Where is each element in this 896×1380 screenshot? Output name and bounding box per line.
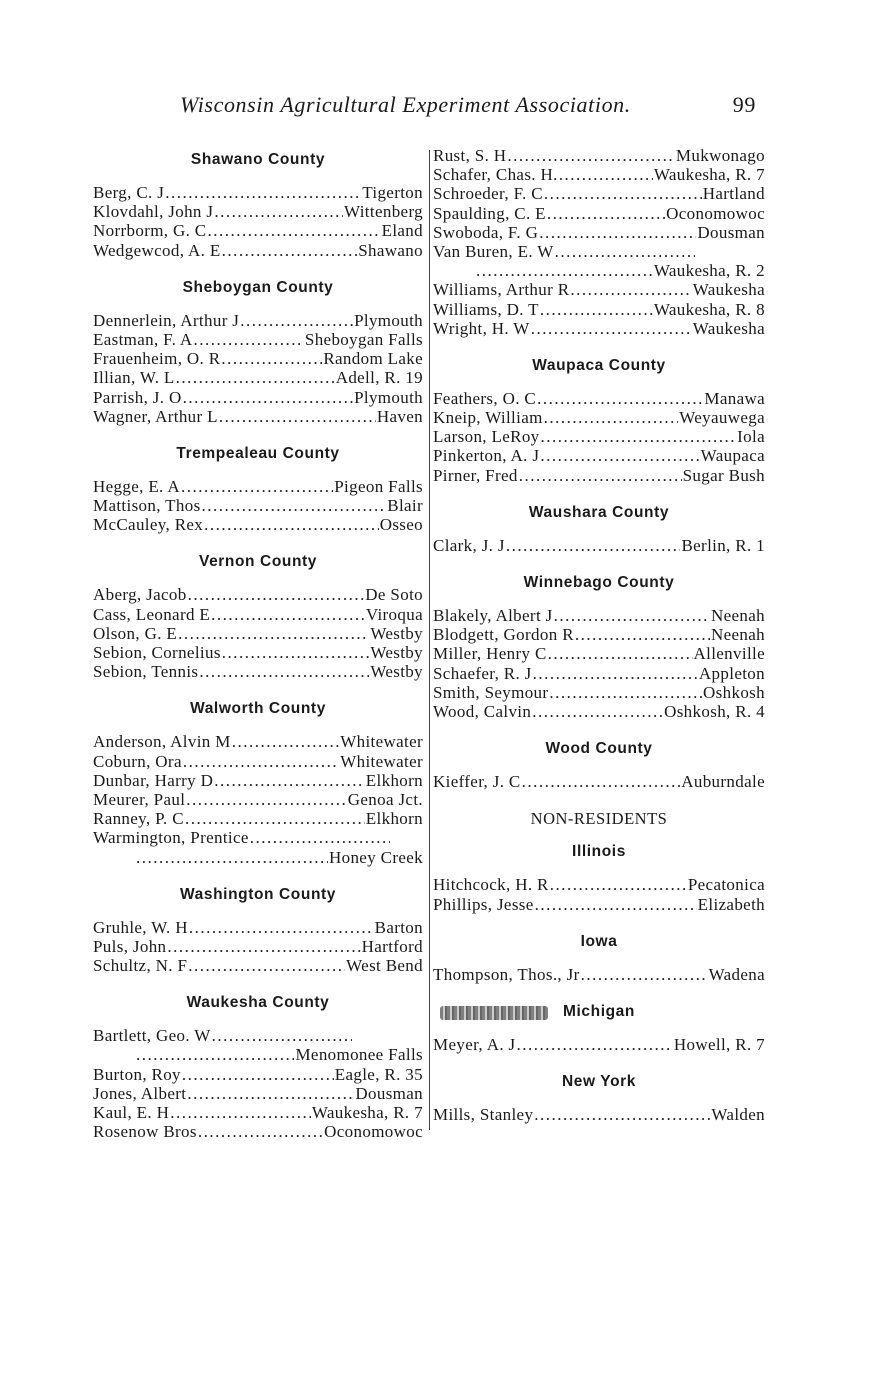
dot-leader bbox=[222, 643, 370, 662]
section-heading: Michigan bbox=[563, 1002, 635, 1020]
section-gap bbox=[433, 338, 765, 352]
post-office: Pigeon Falls bbox=[334, 476, 423, 496]
post-office: Elkhorn bbox=[365, 809, 423, 829]
dot-leader bbox=[506, 536, 681, 555]
post-office: Elizabeth bbox=[697, 894, 765, 914]
post-office: Hartland bbox=[702, 184, 765, 204]
dot-leader bbox=[194, 330, 304, 349]
section-gap bbox=[433, 1124, 765, 1138]
running-title: Wisconsin Agricultural Experiment Association. bbox=[180, 92, 631, 117]
directory-entry bbox=[433, 772, 765, 791]
directory-entry bbox=[93, 515, 423, 534]
member-name: Wood, Calvin bbox=[433, 701, 532, 721]
member-name: Wright, H. W bbox=[433, 318, 530, 338]
directory-entry bbox=[93, 809, 423, 828]
post-office: Waukesha, R. 8 bbox=[653, 299, 765, 319]
directory-entry bbox=[433, 280, 765, 299]
member-name: Anderson, Alvin M bbox=[93, 732, 231, 752]
post-office: Allenville bbox=[693, 644, 765, 664]
member-name: Gruhle, W. H bbox=[93, 917, 188, 937]
section-gap bbox=[93, 867, 423, 881]
directory-entry bbox=[93, 937, 423, 956]
member-name: Larson, LeRoy bbox=[433, 427, 540, 447]
dot-leader bbox=[208, 221, 381, 240]
section-heading: Trempealeau County bbox=[176, 444, 340, 462]
post-office: Blair bbox=[387, 496, 423, 516]
directory-entry bbox=[433, 261, 765, 280]
directory-entry bbox=[433, 242, 765, 261]
member-name: Pirner, Fred bbox=[433, 465, 518, 485]
dot-leader bbox=[186, 790, 346, 809]
dot-leader bbox=[232, 732, 340, 751]
member-name: Eastman, F. A bbox=[93, 329, 193, 349]
post-office: Auburndale bbox=[681, 772, 765, 792]
dot-leader bbox=[240, 311, 353, 330]
directory-entry bbox=[433, 875, 765, 894]
member-name: Mattison, Thos bbox=[93, 496, 201, 516]
dot-leader bbox=[211, 605, 365, 624]
dot-leader bbox=[581, 965, 708, 984]
county-section-wood-county bbox=[433, 739, 765, 805]
member-name: Cass, Leonard E bbox=[93, 604, 211, 624]
post-office: Dousman bbox=[697, 222, 765, 242]
section-gap bbox=[433, 721, 765, 735]
post-office: Oshkosh, R. 4 bbox=[664, 701, 765, 721]
directory-entry bbox=[93, 828, 423, 847]
directory-entry bbox=[433, 683, 765, 702]
directory-entry bbox=[93, 1122, 423, 1141]
post-office: Waukesha bbox=[692, 318, 765, 338]
member-name: Coburn, Ora bbox=[93, 751, 182, 771]
post-office: Walden bbox=[711, 1105, 765, 1125]
post-office: Sugar Bush bbox=[682, 465, 765, 485]
member-name: Rosenow Bros bbox=[93, 1122, 197, 1142]
member-name: Mills, Stanley bbox=[433, 1105, 534, 1125]
section-heading: Washington County bbox=[180, 885, 336, 903]
member-name: Wagner, Arthur L bbox=[93, 406, 218, 426]
directory-entry bbox=[93, 183, 423, 202]
member-name: Sebion, Tennis bbox=[93, 662, 199, 682]
county-section-washington-county bbox=[93, 885, 423, 990]
county-section-trempealeau-county bbox=[93, 444, 423, 549]
dot-leader bbox=[517, 1035, 673, 1054]
post-office: Plymouth bbox=[354, 387, 423, 407]
county-section-vernon-county bbox=[93, 552, 423, 695]
post-office: Oconomowoc bbox=[666, 203, 765, 223]
directory-entry bbox=[433, 466, 765, 485]
dot-leader bbox=[187, 1084, 354, 1103]
section-gap bbox=[93, 975, 423, 989]
post-office: Random Lake bbox=[323, 349, 423, 369]
member-name: Smith, Seymour bbox=[433, 682, 549, 702]
dot-leader bbox=[182, 1065, 334, 1084]
member-name: Puls, John bbox=[93, 936, 167, 956]
post-office: Wittenberg bbox=[344, 202, 423, 222]
dot-leader bbox=[250, 828, 390, 847]
directory-entry bbox=[433, 606, 765, 625]
member-name: Berg, C. J bbox=[93, 183, 165, 202]
left-column bbox=[93, 146, 423, 1155]
post-office: Barton bbox=[374, 917, 423, 937]
county-section-waushara-county bbox=[433, 503, 765, 569]
dot-leader bbox=[535, 895, 697, 914]
directory-entry bbox=[433, 204, 765, 223]
post-office: Honey Creek bbox=[328, 847, 423, 867]
post-office: Wadena bbox=[708, 964, 765, 984]
member-name: Kneip, William bbox=[433, 408, 543, 428]
section-heading: Wood County bbox=[545, 740, 653, 758]
member-name: Schaefer, R. J bbox=[433, 663, 532, 683]
post-office: Whitewater bbox=[340, 751, 423, 771]
directory-entry bbox=[93, 407, 423, 426]
dot-leader bbox=[544, 408, 679, 427]
member-name: Williams, D. T bbox=[433, 299, 539, 319]
directory-entry bbox=[93, 956, 423, 975]
post-office: Howell, R. 7 bbox=[673, 1034, 765, 1054]
post-office: Shawano bbox=[358, 240, 423, 260]
dot-leader bbox=[198, 1122, 323, 1141]
dot-leader bbox=[537, 389, 703, 408]
right-column bbox=[433, 146, 765, 1138]
dot-leader bbox=[575, 625, 710, 644]
dot-leader bbox=[204, 515, 379, 534]
directory-entry bbox=[433, 965, 765, 984]
directory-entry bbox=[433, 389, 765, 408]
post-office: Westby bbox=[370, 662, 423, 682]
section-heading: Vernon County bbox=[198, 553, 318, 571]
section-heading: Waukesha County bbox=[186, 994, 330, 1012]
post-office: Westby bbox=[370, 623, 423, 643]
directory-entry bbox=[93, 1026, 423, 1045]
dot-leader bbox=[199, 662, 369, 681]
section-heading: Shawano County bbox=[190, 151, 326, 168]
member-name: Parrish, J. O bbox=[93, 387, 182, 407]
section-heading: Iowa bbox=[580, 932, 618, 950]
post-office: Tigerton bbox=[362, 183, 423, 202]
directory-entry bbox=[433, 165, 765, 184]
dot-leader bbox=[183, 752, 339, 771]
directory-entry bbox=[93, 1103, 423, 1122]
section-gap bbox=[433, 791, 765, 805]
member-name: Thompson, Thos., Jr bbox=[433, 964, 580, 984]
section-heading: Sheboygan County bbox=[182, 278, 334, 296]
post-office: Genoa Jct. bbox=[347, 789, 423, 809]
post-office: Osseo bbox=[379, 515, 423, 535]
dot-leader bbox=[181, 477, 333, 496]
dot-leader bbox=[547, 204, 665, 223]
directory-entry bbox=[433, 644, 765, 663]
section-gap bbox=[93, 1141, 423, 1155]
section-heading: Illinois bbox=[572, 843, 626, 861]
member-name: McCauley, Rex bbox=[93, 515, 204, 535]
post-office: Haven bbox=[376, 406, 423, 426]
member-name: Feathers, O. C bbox=[433, 388, 537, 408]
directory-entry bbox=[433, 223, 765, 242]
dot-leader bbox=[165, 183, 361, 202]
dot-leader bbox=[202, 496, 387, 515]
directory-entry bbox=[93, 388, 423, 407]
dot-leader bbox=[178, 624, 369, 643]
member-name: Jones, Albert bbox=[93, 1083, 187, 1103]
member-name: Bartlett, Geo. W bbox=[93, 1026, 211, 1046]
section-gap bbox=[93, 534, 423, 548]
dot-leader bbox=[176, 368, 335, 387]
directory-entry bbox=[93, 477, 423, 496]
directory-entry bbox=[93, 368, 423, 387]
post-office: Neenah bbox=[710, 625, 765, 645]
post-office: De Soto bbox=[365, 585, 423, 605]
directory-entry bbox=[433, 536, 765, 555]
dot-leader bbox=[219, 407, 376, 426]
directory-entry bbox=[93, 662, 423, 681]
dot-leader bbox=[214, 771, 365, 790]
post-office: Dousman bbox=[355, 1083, 423, 1103]
directory-entry bbox=[433, 1105, 765, 1124]
directory-entry bbox=[433, 184, 765, 203]
dot-leader bbox=[183, 388, 353, 407]
post-office: Waukesha, R. 2 bbox=[653, 261, 765, 281]
section-gap bbox=[433, 485, 765, 499]
directory-entry bbox=[93, 202, 423, 221]
post-office: Oconomowoc bbox=[324, 1122, 423, 1142]
member-name: Illian, W. L bbox=[93, 368, 175, 388]
dot-leader bbox=[167, 937, 360, 956]
member-name: Kieffer, J. C bbox=[433, 772, 521, 792]
directory-entry bbox=[93, 790, 423, 809]
directory-entry bbox=[93, 330, 423, 349]
post-office: Berlin, R. 1 bbox=[681, 535, 765, 555]
column-divider bbox=[429, 150, 430, 1130]
member-name: Blakely, Albert J bbox=[433, 606, 553, 625]
member-name: Olson, G. E bbox=[93, 623, 178, 643]
post-office: Plymouth bbox=[354, 310, 423, 330]
post-office: Hartford bbox=[361, 936, 423, 956]
post-office: Waukesha, R. 7 bbox=[653, 165, 765, 185]
post-office: Waukesha bbox=[692, 280, 765, 300]
member-name: Blodgett, Gordon R bbox=[433, 625, 574, 645]
post-office: Neenah bbox=[710, 606, 765, 625]
post-office: Oshkosh bbox=[703, 682, 765, 702]
post-office: Elkhorn bbox=[365, 770, 423, 790]
member-name: Williams, Arthur R bbox=[433, 280, 570, 300]
section-heading: Winnebago County bbox=[523, 574, 675, 591]
member-name: Miller, Henry C bbox=[433, 644, 547, 664]
post-office: Manawa bbox=[704, 388, 765, 408]
post-office: Weyauwega bbox=[679, 408, 765, 428]
page-number: 99 bbox=[732, 92, 756, 117]
dot-leader bbox=[507, 146, 674, 165]
directory-entry bbox=[433, 300, 765, 319]
county-section-waukesha-county bbox=[93, 993, 423, 1155]
dot-leader bbox=[570, 280, 691, 299]
post-office: Pecatonica bbox=[687, 875, 765, 895]
dot-leader bbox=[189, 918, 374, 937]
member-name: Sebion, Cornelius bbox=[93, 643, 221, 662]
dot-leader bbox=[554, 606, 710, 625]
dot-leader bbox=[136, 1045, 294, 1064]
directory-entry bbox=[433, 664, 765, 683]
member-name: Kaul, E. H bbox=[93, 1103, 170, 1122]
member-name: Warmington, Prentice bbox=[93, 828, 249, 848]
directory-entry bbox=[93, 918, 423, 937]
member-name: Spaulding, C. E bbox=[433, 203, 546, 223]
directory-entry bbox=[433, 146, 765, 165]
county-section-waupaca-county bbox=[433, 356, 765, 499]
member-name: Dennerlein, Arthur J bbox=[93, 310, 240, 330]
post-office: West Bend bbox=[346, 956, 423, 976]
dot-leader bbox=[476, 261, 653, 280]
section-gap bbox=[93, 681, 423, 695]
directory-entry bbox=[433, 446, 765, 465]
dot-leader bbox=[185, 809, 365, 828]
section-heading: Waupaca County bbox=[532, 356, 666, 374]
member-name: Schultz, N. F bbox=[93, 956, 188, 976]
post-office: Whitewater bbox=[340, 732, 423, 752]
dot-leader bbox=[170, 1103, 311, 1122]
dot-leader bbox=[539, 223, 696, 242]
county-section-winnebago-county bbox=[433, 573, 765, 735]
directory-entry bbox=[93, 496, 423, 515]
directory-entry bbox=[93, 349, 423, 368]
member-name: Van Buren, E. W bbox=[433, 241, 554, 261]
county-section-new-york bbox=[433, 1072, 765, 1138]
dot-leader bbox=[533, 664, 698, 683]
directory-entry bbox=[433, 427, 765, 446]
dot-leader bbox=[212, 1026, 352, 1045]
dot-leader bbox=[540, 300, 653, 319]
member-name: Frauenheim, O. R bbox=[93, 349, 221, 369]
member-name: Schroeder, F. C bbox=[433, 184, 543, 204]
directory-entry bbox=[93, 1045, 423, 1064]
post-office: Mukwonago bbox=[675, 146, 765, 165]
dot-leader bbox=[548, 644, 693, 663]
member-name: Dunbar, Harry D bbox=[93, 770, 214, 790]
directory-entry bbox=[433, 895, 765, 914]
section-gap bbox=[93, 426, 423, 440]
dot-leader bbox=[222, 241, 358, 260]
county-section-continuation bbox=[433, 146, 765, 352]
post-office: Waupaca bbox=[700, 446, 765, 466]
dot-leader bbox=[555, 242, 695, 261]
dot-leader bbox=[531, 319, 692, 338]
directory-entry bbox=[433, 1035, 765, 1054]
dot-leader bbox=[534, 1105, 710, 1124]
post-office: Iola bbox=[737, 427, 765, 447]
section-heading: Waushara County bbox=[528, 503, 670, 521]
post-office: Appleton bbox=[698, 663, 765, 683]
directory-entry bbox=[433, 319, 765, 338]
member-name: Hegge, E. A bbox=[93, 476, 180, 496]
post-office: Eagle, R. 35 bbox=[334, 1064, 423, 1084]
member-name: Meyer, A. J bbox=[433, 1034, 516, 1054]
post-office: Sheboygan Falls bbox=[304, 329, 423, 349]
member-name: Schafer, Chas. H. bbox=[433, 165, 558, 185]
dot-leader bbox=[559, 165, 653, 184]
section-heading: NON-RESIDENTS bbox=[530, 809, 668, 829]
post-office: Waukesha, R. 7 bbox=[311, 1103, 423, 1122]
dot-leader bbox=[188, 585, 365, 604]
directory-entry bbox=[93, 624, 423, 643]
member-name: Wedgewcod, A. E bbox=[93, 240, 221, 260]
member-name: Klovdahl, John J bbox=[93, 202, 214, 222]
section-gap bbox=[433, 555, 765, 569]
county-section-sheboygan-county bbox=[93, 278, 423, 440]
directory-entry bbox=[93, 848, 423, 867]
directory-entry bbox=[93, 752, 423, 771]
dot-leader bbox=[221, 349, 322, 368]
section-gap bbox=[433, 914, 765, 928]
page-header bbox=[180, 92, 766, 124]
directory-entry bbox=[93, 771, 423, 790]
directory-entry bbox=[93, 732, 423, 751]
member-name: Clark, J. J bbox=[433, 535, 505, 555]
member-name: Norrborm, G. C bbox=[93, 221, 207, 241]
directory-entry bbox=[433, 702, 765, 721]
member-name: Phillips, Jesse bbox=[433, 894, 534, 914]
dot-leader bbox=[519, 466, 682, 485]
county-section-walworth-county bbox=[93, 699, 423, 880]
directory-entry bbox=[93, 1084, 423, 1103]
section-gap bbox=[433, 1054, 765, 1068]
county-section-shawano-county bbox=[93, 150, 423, 274]
member-name: Burton, Roy bbox=[93, 1064, 181, 1084]
dot-leader bbox=[540, 446, 699, 465]
member-name: Hitchcock, H. R bbox=[433, 875, 549, 895]
post-office: Adell, R. 19 bbox=[335, 368, 423, 388]
dot-leader bbox=[550, 875, 687, 894]
dot-leader bbox=[522, 772, 681, 791]
directory-entry bbox=[93, 221, 423, 240]
directory-entry bbox=[93, 585, 423, 604]
dot-leader bbox=[188, 956, 345, 975]
post-office: Menomonee Falls bbox=[295, 1045, 423, 1065]
county-section-non-residents bbox=[433, 809, 765, 829]
directory-entry bbox=[93, 241, 423, 260]
dot-leader bbox=[544, 184, 702, 203]
directory-entry bbox=[93, 605, 423, 624]
section-gap bbox=[93, 260, 423, 274]
member-name: Ranney, P. C bbox=[93, 809, 184, 829]
member-name: Meurer, Paul bbox=[93, 789, 186, 809]
member-name: Aberg, Jacob bbox=[93, 585, 187, 605]
dot-leader bbox=[549, 683, 702, 702]
member-name: Pinkerton, A. J bbox=[433, 446, 540, 466]
member-name: Rust, S. H bbox=[433, 146, 507, 165]
dot-leader bbox=[136, 848, 328, 867]
ink-smudge bbox=[440, 1006, 548, 1020]
post-office: Westby bbox=[370, 643, 423, 662]
post-office: Viroqua bbox=[365, 604, 423, 624]
county-section-iowa bbox=[433, 932, 765, 998]
post-office: Eland bbox=[381, 221, 423, 241]
section-heading: Walworth County bbox=[190, 700, 326, 718]
member-name: Swoboda, F. G bbox=[433, 222, 539, 242]
directory-entry bbox=[93, 643, 423, 662]
directory-entry bbox=[433, 625, 765, 644]
section-heading: New York bbox=[561, 1073, 636, 1091]
county-section-illinois bbox=[433, 842, 765, 927]
dot-leader bbox=[214, 202, 343, 221]
directory-entry bbox=[433, 408, 765, 427]
directory-entry bbox=[93, 1065, 423, 1084]
dot-leader bbox=[541, 427, 737, 446]
section-gap bbox=[433, 984, 765, 998]
directory-entry bbox=[93, 311, 423, 330]
dot-leader bbox=[532, 702, 663, 721]
